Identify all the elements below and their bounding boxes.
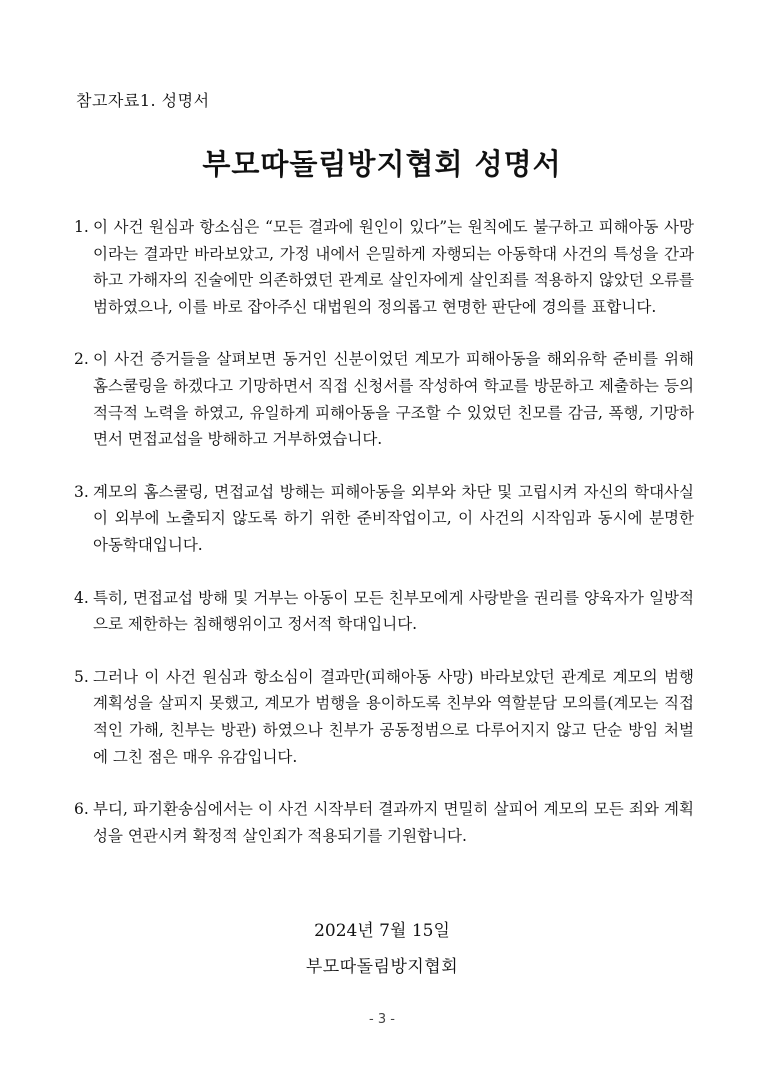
- statement-date: 2024년 7월 15일: [314, 921, 450, 941]
- statement-item-4: [74, 585, 694, 638]
- statement-text: 부디, 파기환송심에서는 이 사건 시작부터 결과까지 면밀히 살피어 계모의 모든 죄와 계획성을 연관시켜 확정적 살인죄가 적용되기를 기원합니다.: [93, 800, 694, 845]
- statement-item-2: [74, 346, 694, 452]
- statement-item-5: [74, 664, 694, 770]
- statement-item-6: [74, 796, 694, 849]
- page-number: - 3 -: [369, 1012, 395, 1027]
- statement-number: 3.: [74, 482, 89, 501]
- statement-item-3: [74, 479, 694, 559]
- reference-label: 참고자료1. 성명서: [76, 91, 210, 110]
- statement-text: 계모의 홈스쿨링, 면접교섭 방해는 피해아동을 외부와 차단 및 고립시켜 자신의 학대사실이 외부에 노출되지 않도록 하기 위한 준비작업이고, 이 사건의 시작임과 동시에 분명한 아동학대입니다.: [93, 482, 694, 554]
- organization-name: 부모따돌림방지협회: [305, 957, 459, 977]
- statement-text: 이 사건 원심과 항소심은 “모든 결과에 원인이 있다”는 원칙에도 불구하고 피해아동 사망이라는 결과만 바라보았고, 가정 내에서 은밀하게 자행되는 아동학대 사건의 특성을 간과하고 가해자의 진술에만 의존하였던 관계로 살인자에게 살인죄를 적용하지 않았던 오류를 범하였으나, 이를 바로 잡아주신 대법원의 정의롭고 현명한 판단에 경의를 표합니다.: [93, 218, 694, 316]
- statement-number: 4.: [74, 588, 89, 607]
- statement-list: [74, 214, 694, 875]
- statement-number: 1.: [74, 218, 89, 236]
- statement-item-1: [74, 214, 694, 320]
- statement-text: 이 사건 증거들을 살펴보면 동거인 신분이었던 계모가 피해아동을 해외유학 준비를 위해 홈스쿨링을 하겠다고 기망하면서 직접 신청서를 작성하여 학교를 방문하고 제출하는 등의 적극적 노력을 하였고, 유일하게 피해아동을 구조할 수 있었던 친모를 감금, 폭행, 기망하면서 면접교섭을 방해하고 거부하였습니다.: [93, 350, 694, 449]
- statement-number: 2.: [74, 350, 89, 369]
- statement-number: 5.: [74, 667, 89, 686]
- page-title: 부모따돌림방지협회 성명서: [202, 147, 562, 181]
- statement-text: 특히, 면접교섭 방해 및 거부는 아동이 모든 친부모에게 사랑받을 권리를 양육자가 일방적으로 제한하는 침해행위이고 정서적 학대입니다.: [93, 588, 694, 634]
- statement-number: 6.: [74, 800, 89, 819]
- statement-text: 그러나 이 사건 원심과 항소심이 결과만(피해아동 사망) 바라보았던 관계로 계모의 범행 계획성을 살피지 못했고, 계모가 범행을 용이하도록 친부와 역할분담 모의를(계모는 직접적인 가해, 친부는 방관) 하였으나 친부가 공동정범으로 다루어지지 않고 단순 방임 처벌에 그친 점은 매우 유감입니다.: [93, 667, 694, 766]
